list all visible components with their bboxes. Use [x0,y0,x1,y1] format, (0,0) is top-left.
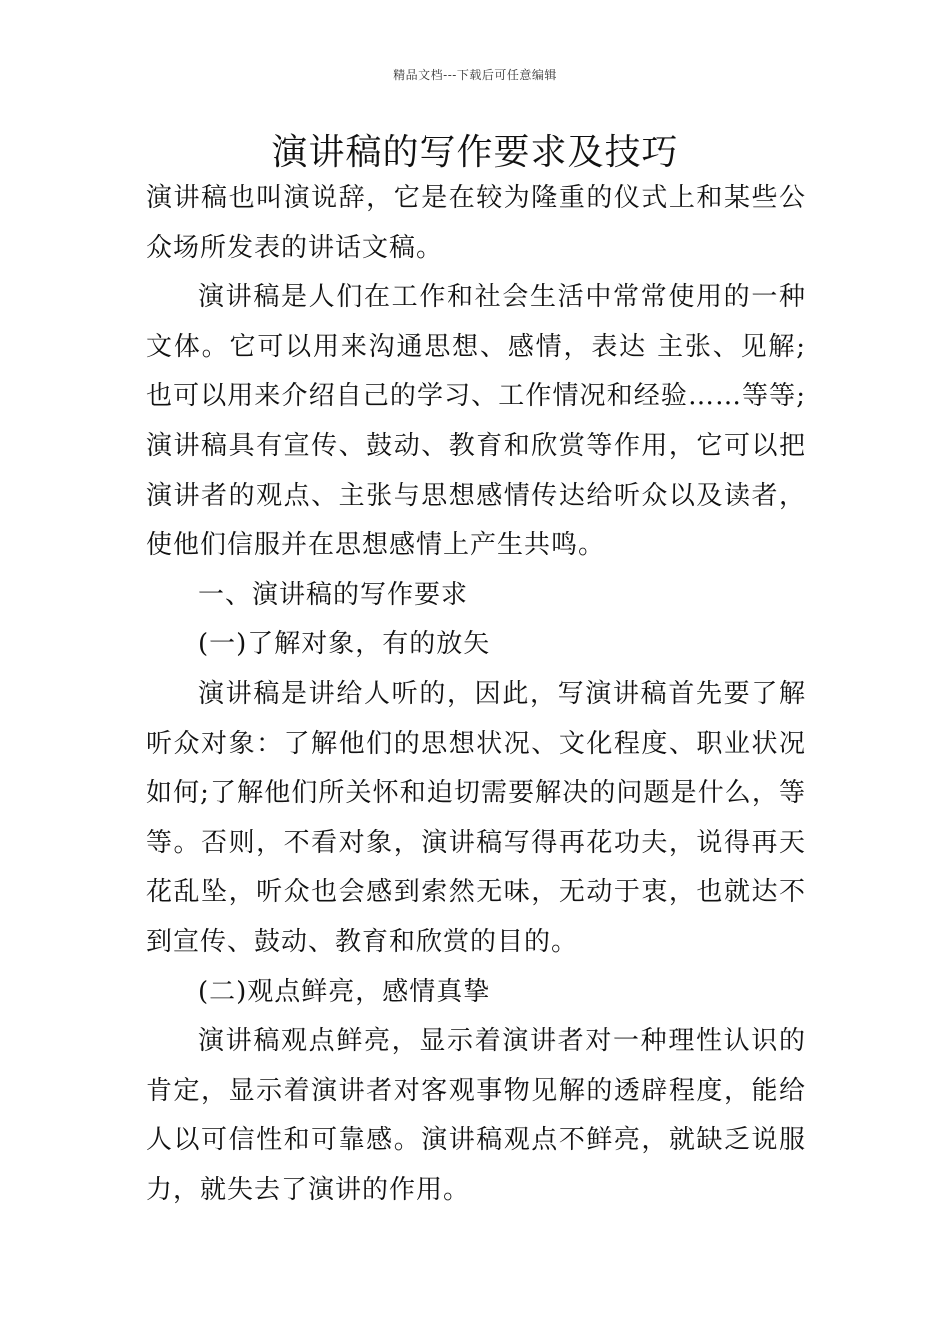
paragraph-audience: 演讲稿是讲给人听的，因此，写演讲稿首先要了解听众对象：了解他们的思想状况、文化程度、职业状况如何;了解他们所关怀和迫切需要解决的问题是什么，等等。否则，不看对象，演讲稿写得再花功夫，说得再天花乱坠，听众也会感到索然无味，无动于衷，也就达不到宣传、鼓动、教育和欣赏的目的。 [146,678,806,957]
subsection-heading-2: (二)观点鲜亮，感情真挚 [198,976,491,1007]
document-body [146,174,806,1215]
subsection-heading-1: (一)了解对象，有的放矢 [198,629,491,660]
paragraph-viewpoint: 演讲稿观点鲜亮，显示着演讲者对一种理性认识的肯定，显示着演讲者对客观事物见解的透辟程度，能给人以可信性和可靠感。演讲稿观点不鲜亮，就缺乏说服力，就失去了演讲的作用。 [146,1026,806,1205]
header-note: 精品文档---下载后可任意编辑 [393,68,557,82]
document-title: 演讲稿的写作要求及技巧 [271,132,679,173]
paragraph-purpose: 演讲稿是人们在工作和社会生活中常常使用的一种文体。它可以用来沟通思想、感情，表达 主张、见解;也可以用来介绍自己的学习、工作情况和经验……等等;演讲稿具有宣传、鼓动、教育和欣赏等作用，它可以把演讲者的观点、主张与思想感情传达给听众以及读者，使他们信服并在思想感情上产生共鸣。 [146,282,806,561]
paragraph-intro: 演讲稿也叫演说辞，它是在较为隆重的仪式上和某些公众场所发表的讲话文稿。 [146,183,806,263]
section-heading: 一、演讲稿的写作要求 [198,579,469,610]
